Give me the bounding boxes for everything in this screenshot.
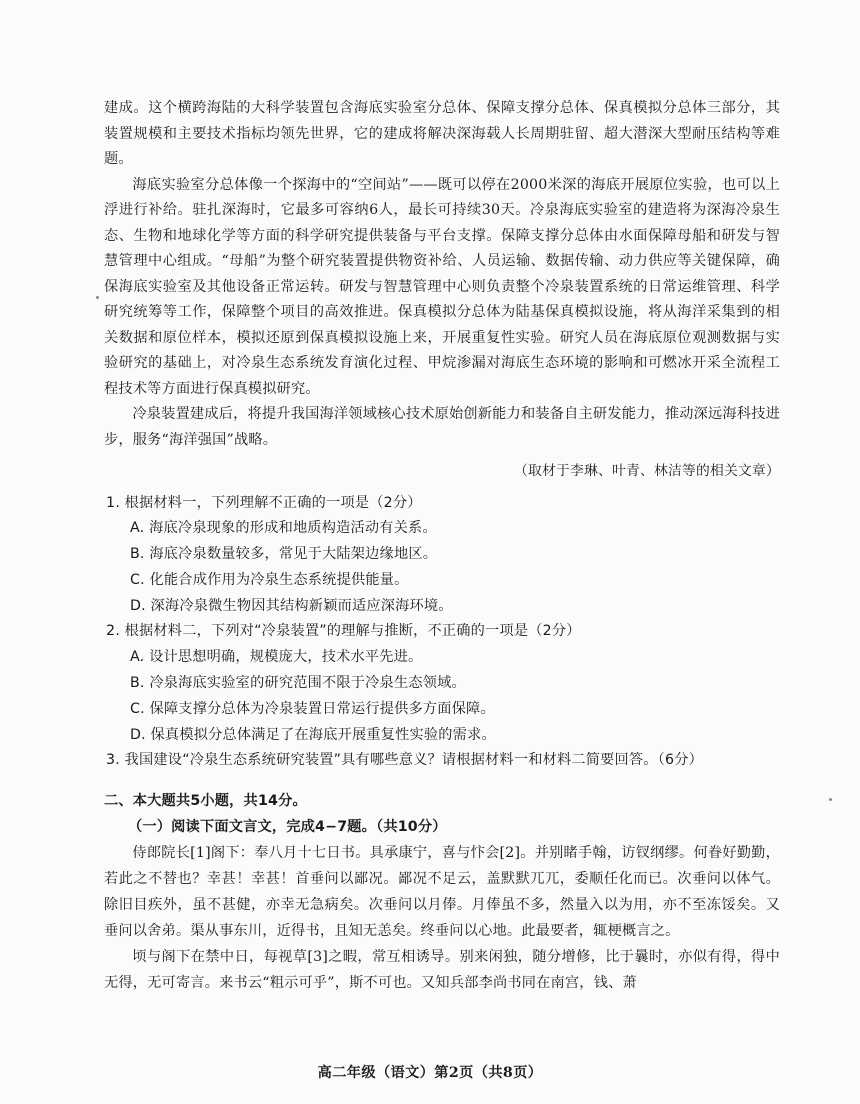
- section-two-title: 二、本大题共5小题，共14分。: [104, 793, 307, 810]
- question-2-option-c: C. 保障支撑分总体为冷泉装置日常运行提供多方面保障。: [130, 700, 495, 717]
- source-citation: （取材于李琳、叶青、林洁等的相关文章）: [514, 463, 780, 479]
- page-content: [104, 96, 780, 996]
- scan-speck: [96, 296, 99, 299]
- question-1: [104, 491, 780, 620]
- section-two-subtitle: （一）阅读下面文言文，完成4−7题。（共10分）: [128, 819, 447, 836]
- question-1-option-d: D. 深海冷泉微生物因其结构新颖而适应深海环境。: [130, 597, 453, 614]
- question-2-option-b: B. 冷泉海底实验室的研究范围不限于冷泉生态领域。: [130, 675, 466, 692]
- question-2-option-d: D. 保真模拟分总体满足了在海底开展重复性实验的需求。: [130, 726, 496, 743]
- question-1-stem: 1. 根据材料一，下列理解不正确的一项是（2分）: [106, 494, 422, 511]
- question-2: [104, 619, 780, 748]
- question-1-option-c: C. 化能合成作用为冷泉生态系统提供能量。: [130, 571, 409, 588]
- material-paragraph-3: 冷泉装置建成后，将提升我国海洋领域核心技术原始创新能力和装备自主研发能力，推动深远海科技进步，服务“海洋强国”战略。: [104, 406, 780, 448]
- scan-speck: [829, 798, 832, 801]
- question-3: [104, 748, 780, 774]
- material-paragraph-1: 建成。这个横跨海陆的大科学装置包含海底实验室分总体、保障支撑分总体、保真模拟分总体三部分，其装置规模和主要技术指标均领先世界，它的建成将解决深海载人长周期驻留、超大潜深大型耐压结构等难题。: [104, 100, 780, 167]
- material-paragraph-2: 海底实验室分总体像一个探海中的“空间站”——既可以停在2000米深的海底开展原位实验，也可以上浮进行补给。驻扎深海时，它最多可容纳6人，最长可持续30天。冷泉海底实验室的建造将为深海冷泉生态、生物和地球化学等方面的科学研究提供装备与平台支撑。保障支撑分总体由水面保障母船和研发与智慧管理中心组成。“母船”为整个研究装置提供物资补给、人员运输、数据传输、动力供应等关键保障，确保海底实验室及其他设备正常运转。研发与智慧管理中心则负责整个冷泉装置系统的日常运维管理、科学研究统筹等工作，保障整个项目的高效推进。保真模拟分总体为陆基保真模拟设施，将从海洋采集到的相关数据和原位样本，模拟还原到保真模拟设施上来，开展重复性实验。研究人员在海底原位观测数据与实验研究的基础上，对冷泉生态系统发育演化过程、甲烷渗漏对海底生态环境的影响和可燃冰开采全流程工程技术等方面进行保真模拟研究。: [104, 176, 780, 397]
- page-footer: 高二年级（语文）第2页（共8页）: [317, 1065, 543, 1081]
- question-1-option-b: B. 海底冷泉数量较多，常见于大陆架边缘地区。: [130, 546, 438, 563]
- classical-paragraph-1: 侍郎院长[1]阁下：奉八月十七日书。具承康宁，喜与忭会[2]。并别睹手翰，访钗纲缪。何眷好勤勤，若此之不替也？幸甚！幸甚！首垂问以鄙况。鄙况不足云，盖默默兀兀，委顺任化而已。次垂问以体气。除旧目疾外，虽不甚健，亦幸无急病矣。次垂问以月俸。月俸虽不多，然量入以为用，亦不至冻馁矣。又垂问以舍弟。渠从事东川，近得书，且知无恙矣。终垂问以心地。此最要者，辄梗概言之。: [104, 845, 780, 940]
- question-1-option-a: A. 海底冷泉现象的形成和地质构造活动有关系。: [130, 520, 437, 537]
- question-2-option-a: A. 设计思想明确，规模庞大，技术水平先进。: [130, 649, 423, 666]
- question-3-stem: 3. 我国建设“冷泉生态系统研究装置”具有哪些意义？请根据材料一和材料二简要回答。（6分）: [106, 752, 703, 769]
- classical-paragraph-2: 顷与阁下在禁中日，每视草[3]之暇，常互相诱导。别来闲独，随分增修，比于曩时，亦似有得，得中无得，无可寄言。来书云“粗示可乎”，斯不可也。又知兵部李尚书同在南宫，钱、萧: [104, 949, 780, 992]
- question-2-stem: 2. 根据材料二，下列对“冷泉装置”的理解与推断，不正确的一项是（2分）: [106, 623, 581, 640]
